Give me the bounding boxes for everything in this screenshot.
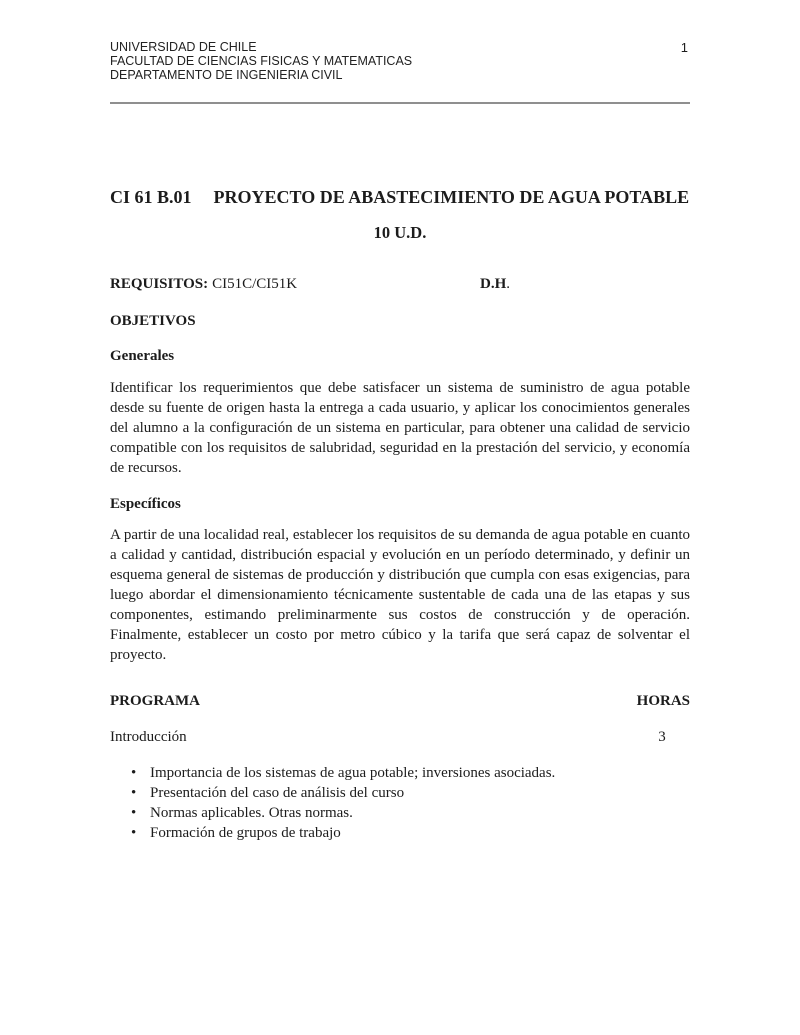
specific-objectives-heading: Específicos — [110, 496, 181, 512]
bullet-item: • Importancia de los sistemas de agua potable; inversiones asociadas. — [110, 763, 690, 783]
hours-heading: HORAS — [636, 693, 690, 709]
page-number: 1 — [680, 40, 688, 55]
letterhead-department: DEPARTAMENTO DE INGENIERIA CIVIL — [110, 68, 343, 82]
bullet-item: • Formación de grupos de trabajo — [110, 823, 690, 843]
requisites-label: REQUISITOS: — [110, 276, 209, 292]
bullet-item: • Normas aplicables. Otras normas. — [110, 803, 690, 823]
course-title: PROYECTO DE ABASTECIMIENTO DE AGUA POTABLE — [213, 187, 690, 207]
program-item-row — [110, 727, 690, 747]
letterhead-faculty: FACULTAD DE CIENCIAS FISICAS Y MATEMATICAS — [110, 54, 413, 68]
specific-objectives-paragraph: A partir de una localidad real, establecer los requisitos de su demanda de agua potable en cuanto a calidad y cantidad, distribución espacial y evolución en un período determinado, y definir un esquema general de sistemas de producción y distribución que cumpla con esas exigencias, para luego abordar el dimensionamiento técnicamente sustentable de cada una de las etapas y sus componentes, estimando preliminarmente sus costos de construcción y de operación. Finalmente, establecer un costo por metro cúbico y la tarifa que será capaz de solventar el proyecto. — [110, 527, 690, 663]
bullet-item: • Presentación del caso de análisis del curso — [110, 783, 690, 803]
program-item-title: Introducción — [110, 729, 187, 745]
requisites-value: CI51C/CI51K — [212, 276, 298, 292]
requisites-row — [110, 274, 690, 294]
dh-label — [480, 274, 510, 294]
course-title-row — [110, 186, 690, 208]
letterhead — [110, 40, 690, 82]
header-divider — [110, 102, 690, 104]
course-credits: 10 U.D. — [373, 223, 427, 242]
program-item-hours: 3 — [658, 729, 666, 745]
program-item-bullet-list — [110, 763, 690, 843]
program-heading: PROGRAMA — [110, 693, 200, 709]
general-objectives-heading: Generales — [110, 348, 175, 364]
course-code: CI 61 B.01 — [110, 187, 192, 207]
general-objectives-paragraph: Identificar los requerimientos que debe satisfacer un sistema de suministro de agua potable desde su fuente de origen hasta la entrega a cada usuario, y aplicar los conocimientos generales del alumno a la configuración de un sistema en particular, para obtener una calidad de servicio compatible con los requisitos de salubridad, seguridad en la prestación del servicio, y economía de recursos. — [110, 380, 690, 476]
letterhead-university: UNIVERSIDAD DE CHILE — [110, 40, 257, 54]
objectives-heading: OBJETIVOS — [110, 313, 196, 329]
program-header-row — [110, 691, 690, 711]
dh-period: . — [506, 276, 510, 292]
dh-abbreviation: D.H — [480, 276, 507, 292]
